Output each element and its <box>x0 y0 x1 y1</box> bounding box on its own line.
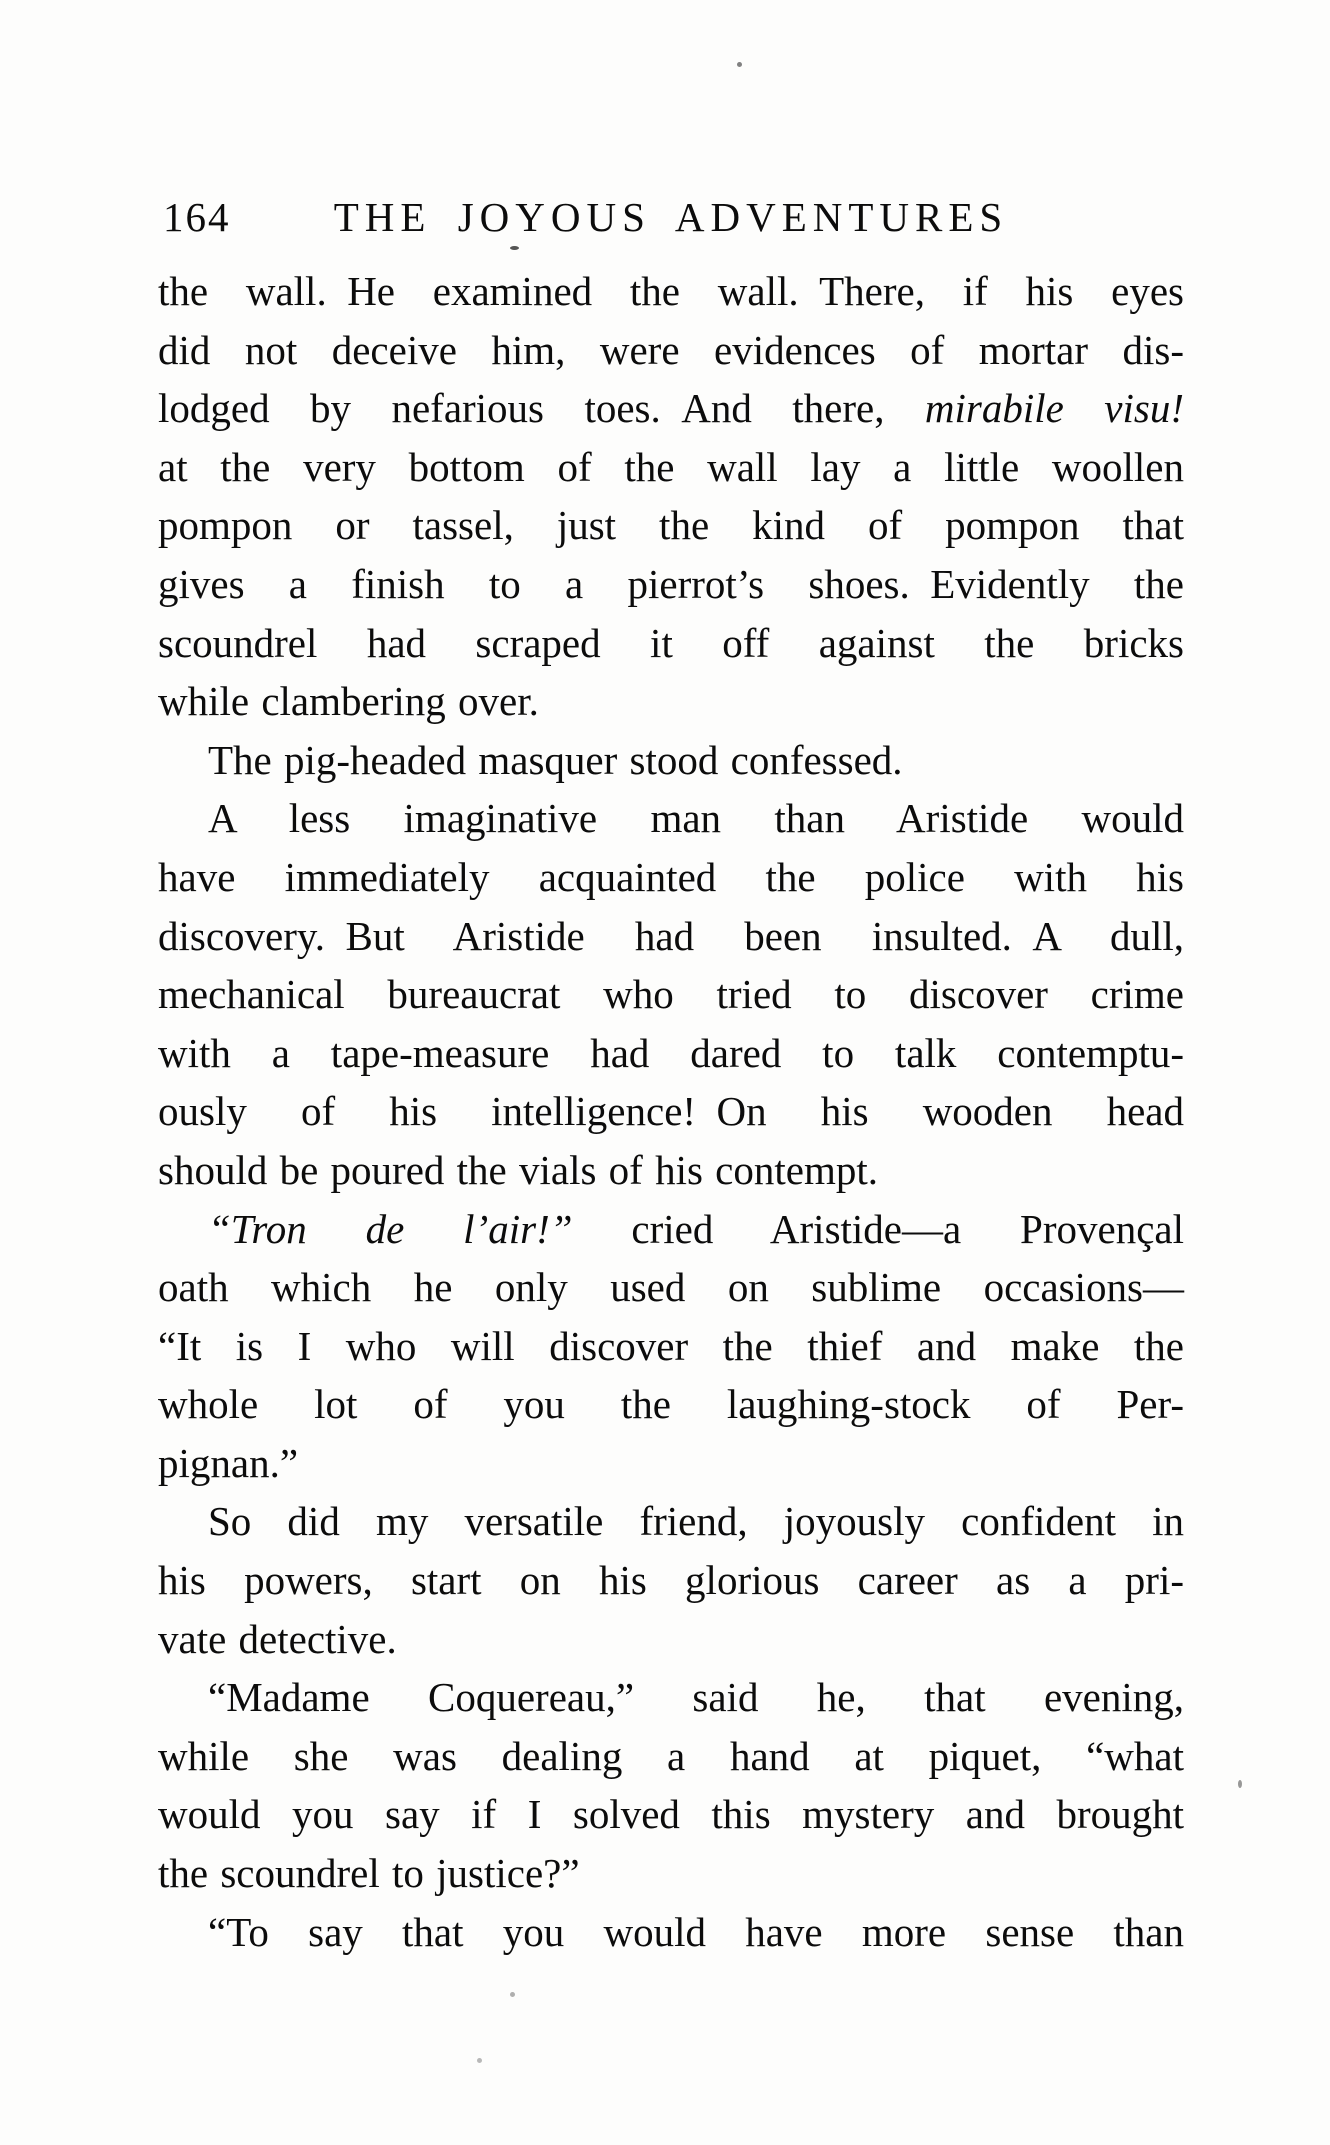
text-segment: at the very bottom of the wall lay a little woollen <box>158 443 1184 490</box>
text-line <box>158 1317 1184 1376</box>
text-segment: So did my versatile friend, joyously confident in <box>208 1498 1184 1545</box>
text-segment: scoundrel had scraped it off against the bricks <box>158 619 1184 666</box>
text-line <box>158 672 1184 731</box>
text-segment: his powers, start on his glorious career as a pri- <box>158 1557 1184 1604</box>
text-segment: discovery. But Aristide had been insulted. A dull, <box>158 912 1184 959</box>
text-segment: The pig-headed masquer stood confessed. <box>208 736 903 783</box>
text-line <box>158 321 1184 380</box>
text-segment: pompon or tassel, just the kind of pompon that <box>158 502 1184 549</box>
text-segment: while clambering over. <box>158 678 539 725</box>
text-line <box>158 1727 1184 1786</box>
text-line <box>158 965 1184 1024</box>
italic-text-segment: mirabile visu! <box>924 385 1184 432</box>
text-segment: should be poured the vials of his contempt. <box>158 1146 878 1193</box>
scan-speck <box>510 1992 515 1997</box>
scan-speck <box>477 2058 482 2063</box>
text-line <box>158 262 1184 321</box>
text-line <box>158 1610 1184 1669</box>
text-segment: A less imaginative man than Aristide would <box>208 795 1184 842</box>
scan-speck <box>737 62 742 67</box>
scan-speck <box>510 246 519 250</box>
text-segment: while she was dealing a hand at piquet, “what <box>158 1732 1184 1779</box>
text-line <box>158 848 1184 907</box>
text-segment: cried Aristide—a Provençal <box>572 1205 1184 1252</box>
text-segment: did not deceive him, were evidences of mortar dis- <box>158 326 1184 373</box>
text-segment: with a tape-measure had dared to talk contemptu- <box>158 1029 1184 1076</box>
text-line <box>158 1551 1184 1610</box>
text-segment: gives a finish to a pierrot’s shoes. Evidently the <box>158 560 1184 607</box>
page-number: 164 <box>163 194 231 240</box>
text-segment: ously of his intelligence! On his wooden head <box>158 1088 1184 1135</box>
scan-speck <box>1238 1780 1242 1788</box>
text-line <box>158 555 1184 614</box>
text-line <box>158 1434 1184 1493</box>
text-segment: whole lot of you the laughing-stock of Per- <box>158 1381 1184 1428</box>
text-segment: “To say that you would have more sense than <box>208 1908 1184 1955</box>
text-segment: the wall. He examined the wall. There, if his eyes <box>158 268 1184 314</box>
text-segment: vate detective. <box>158 1615 397 1662</box>
text-line <box>158 1785 1184 1844</box>
text-line <box>158 789 1184 848</box>
text-segment: oath which he only used on sublime occasions— <box>158 1264 1184 1311</box>
text-line <box>158 1668 1184 1727</box>
text-segment: the scoundrel to justice?” <box>158 1850 580 1897</box>
text-line <box>158 1844 1184 1903</box>
text-line <box>158 907 1184 966</box>
text-line <box>158 1375 1184 1434</box>
text-segment: mechanical bureaucrat who tried to discover crime <box>158 971 1184 1018</box>
text-line <box>158 438 1184 497</box>
text-segment: have immediately acquainted the police with his <box>158 853 1184 900</box>
text-line <box>158 1024 1184 1083</box>
page-header <box>158 188 1184 246</box>
body-lines <box>158 262 1184 1961</box>
text-segment: would you say if I solved this mystery and brought <box>158 1791 1184 1838</box>
text-segment: lodged by nefarious toes. And there, <box>158 385 925 432</box>
italic-text-segment: “Tron de l’air!” <box>208 1205 573 1252</box>
text-line <box>158 1903 1184 1962</box>
text-line <box>158 1141 1184 1200</box>
text-segment: pignan.” <box>158 1439 299 1486</box>
running-title: THE JOYOUS ADVENTURES <box>333 194 1009 240</box>
text-line <box>158 1082 1184 1141</box>
text-line <box>158 1200 1184 1259</box>
text-line <box>158 379 1184 438</box>
text-segment: “It is I who will discover the thief and make the <box>158 1322 1184 1369</box>
text-line <box>158 614 1184 673</box>
text-line <box>158 1258 1184 1317</box>
text-line <box>158 1492 1184 1551</box>
text-line <box>158 731 1184 790</box>
text-segment: “Madame Coquereau,” said he, that evening, <box>208 1674 1184 1721</box>
text-line <box>158 496 1184 555</box>
